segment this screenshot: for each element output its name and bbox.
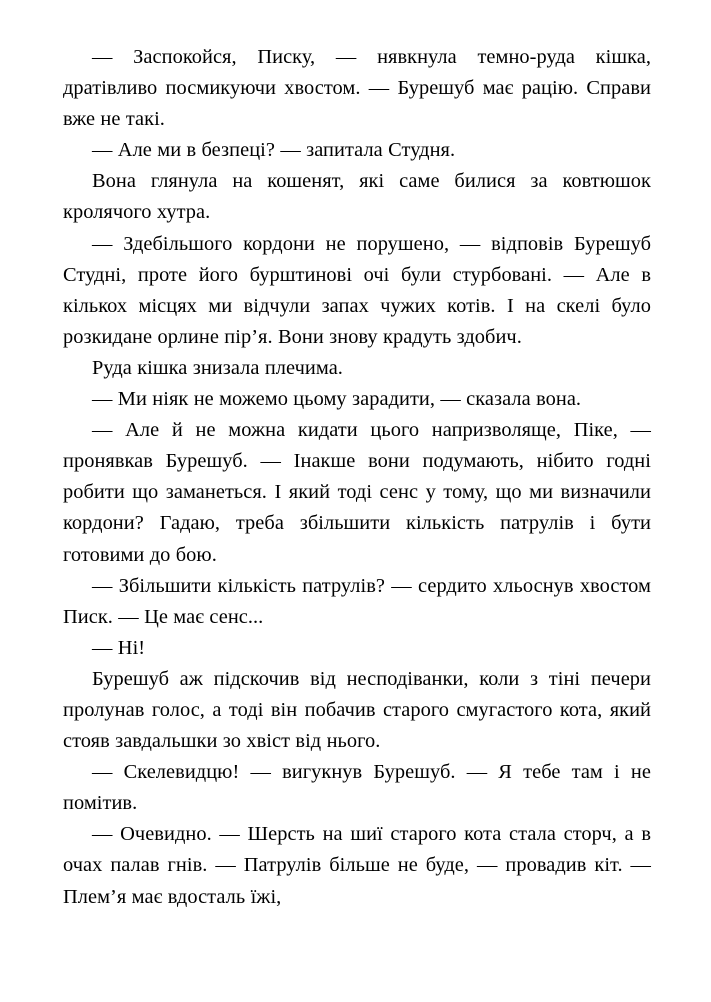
page-text-block xyxy=(63,42,651,913)
paragraph: — Скелевидцю! — вигукнув Бурешуб. — Я тебе там і не помітив. xyxy=(63,761,651,815)
paragraph: — Здебільшого кордони не порушено, — відповів Бурешуб Студні, проте його бурштинові очі були стурбовані. — Але в кількох місцях ми відчули запах чужих котів. І на скелі було розкидане орлине пір’я. Вони знову крадуть здобич. xyxy=(63,232,651,348)
paragraph: — Але й не можна кидати цього напризволяще, Піке, — пронявкав Бурешуб. — Інакше вони подумають, нібито годні робити що заманеться. І який тоді сенс у тому, що ми визначили кордони? Гадаю, треба збільшити кількість патрулів і бути готовими до бою. xyxy=(63,419,651,566)
paragraph: — Заспокойся, Писку, — нявкнула темно-руда кішка, дратівливо посмикуючи хвостом. — Бурешуб має рацію. Справи вже не такі. xyxy=(63,46,651,131)
paragraph: — Але ми в безпеці? — запитала Студня. xyxy=(92,139,456,162)
paragraph: — Ні! xyxy=(92,636,146,659)
paragraph: Руда кішка знизала плечима. xyxy=(92,356,343,379)
paragraph: — Збільшити кількість патрулів? — сердито хльоснув хвостом Писк. — Це має сенс... xyxy=(63,574,651,628)
paragraph: — Ми ніяк не можемо цьому зарадити, — сказала вона. xyxy=(92,388,582,411)
paragraph: Вона глянула на кошенят, які саме билися за ковтюшок кролячого хутра. xyxy=(63,170,651,224)
paragraph: Бурешуб аж підскочив від несподіванки, коли з тіні печери пролунав голос, а тоді він побачив старого смугастого кота, який стояв завдальшки зо хвіст від нього. xyxy=(63,667,651,753)
paragraph: — Очевидно. — Шерсть на шиї старого кота стала сторч, а в очах палав гнів. — Патрулів більше не буде, — провадив кіт. — Плем’я має вдосталь їжі, xyxy=(63,823,651,908)
